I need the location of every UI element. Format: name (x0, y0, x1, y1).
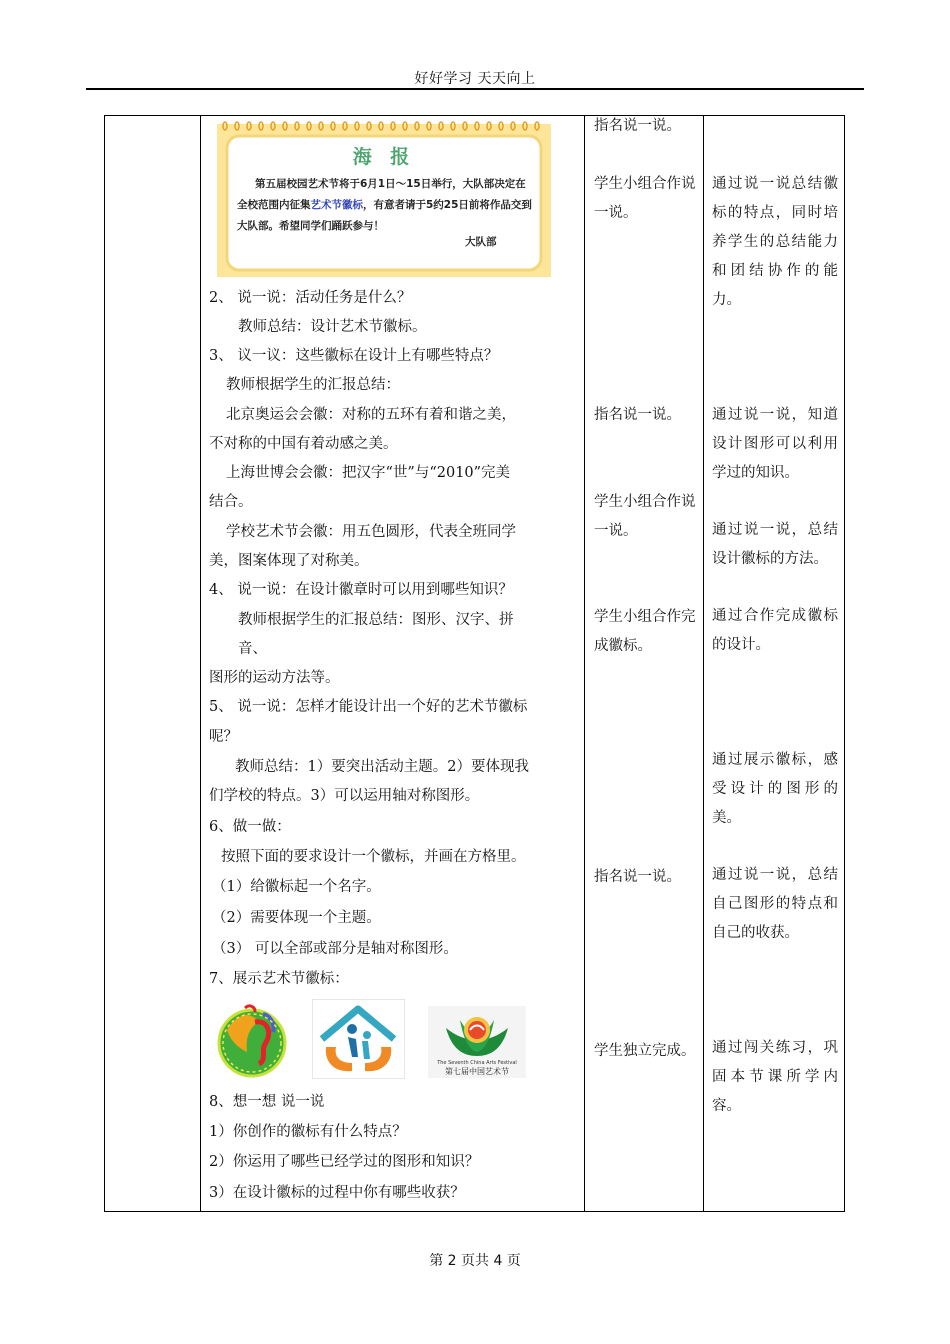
student-activity-5: 学生小组合作完成徽标。 (594, 609, 696, 654)
logo-caption-cn: 第七届中国艺术节 (445, 1067, 509, 1076)
student-activity-6: 指名说一说。 (594, 869, 681, 885)
question-4: 4、 说一说：在设计徽章时可以用到哪些知识？ (209, 582, 513, 598)
question-6-requirement-2: （2）需要体现一个主题。 (212, 910, 381, 926)
design-purpose-4: 通过合作完成徽标的设计。 (712, 608, 838, 653)
poster-body: 第五届校园艺术节将于6月1日～15日举行，大队部决定在全校范围内征集艺术节徽标，有意者请于5约25日前将作品交到大队部。希望同学们踊跃参与！ (237, 178, 532, 232)
question-3-school-cont: 美，图案体现了对称美。 (209, 553, 369, 569)
student-activity-4: 学生小组合作说一说。 (594, 494, 696, 539)
question-5-cont: 呢？ (209, 729, 238, 745)
design-purpose-3: 通过说一说，总结设计徽标的方法。 (712, 522, 838, 567)
question-6-requirement-1: （1）给徽标起一个名字。 (212, 879, 381, 895)
poster-image (217, 120, 551, 277)
page-footer: 第 2 页共 4 页 (429, 1253, 521, 1269)
design-purpose-6: 通过说一说，总结自己图形的特点和自己的收获。 (712, 867, 838, 941)
question-5-summary: 教师总结：1）要突出活动主题。2）要体现我 (235, 759, 529, 775)
design-purpose-1: 通过说一说总结徽标的特点，同时培养学生的总结能力和团结协作的能力。 (712, 176, 838, 308)
poster-highlight: 艺术节徽标 (310, 199, 363, 211)
question-4-summary-cont: 音、 (238, 641, 267, 657)
question-8-item-2: 2）你运用了哪些已经学过的图形和知识？ (209, 1154, 480, 1170)
logo-caption-en: The Seventh China Arts Festival (437, 1060, 517, 1066)
school-art-festival-logo (215, 1002, 289, 1080)
question-8-item-3: 3）在设计徽标的过程中你有哪些收获？ (209, 1185, 465, 1201)
question-3-beijing-cont: 不对称的中国有着动感之美。 (209, 436, 398, 452)
question-3: 3、 议一议：这些徽标在设计上有哪些特点？ (209, 348, 499, 364)
design-purpose-2: 通过说一说，知道设计图形可以利用学过的知识。 (712, 407, 838, 481)
question-4-summary-end: 图形的运动方法等。 (209, 670, 340, 686)
question-3-intro: 教师根据学生的汇报总结： (226, 377, 400, 393)
school-emblem-logo (312, 999, 405, 1079)
student-activity-7: 学生独立完成。 (594, 1043, 696, 1059)
question-3-beijing: 北京奥运会会徽：对称的五环有着和谐之美， (226, 407, 516, 423)
question-4-summary: 教师根据学生的汇报总结：图形、汉字、拼 (238, 612, 514, 628)
poster-title: 海 报 (352, 146, 416, 168)
design-purpose-5: 通过展示徽标，感受设计的图形的美。 (712, 752, 838, 826)
table-column-divider (703, 115, 704, 1212)
question-2-summary: 教师总结：设计艺术节徽标。 (238, 319, 427, 335)
question-8: 8、想一想 说一说 (209, 1094, 325, 1110)
question-6: 6、做一做： (209, 819, 291, 835)
question-8-item-1: 1）你创作的徽标有什么特点？ (209, 1124, 407, 1140)
design-purpose-7: 通过闯关练习，巩固本节课所学内容。 (712, 1040, 838, 1114)
table-column-divider (200, 115, 201, 1212)
table-column-divider (584, 115, 585, 1212)
question-5-summary-cont: 们学校的特点。3）可以运用轴对称图形。 (209, 788, 480, 804)
student-activity-1: 指名说一说。 (594, 118, 681, 134)
student-activity-2: 学生小组合作说一说。 (594, 176, 696, 221)
header-rule (86, 88, 864, 90)
question-7: 7、展示艺术节徽标： (209, 971, 349, 987)
page-header: 好好学习 天天向上 (414, 71, 536, 87)
question-5: 5、 说一说：怎样才能设计出一个好的艺术节徽标 (209, 699, 528, 715)
china-arts-festival-logo (428, 1006, 526, 1078)
question-2: 2、 说一说：活动任务是什么？ (209, 290, 412, 306)
poster-signature: 大队部 (465, 236, 497, 248)
question-3-shanghai: 上海世博会会徽：把汉字“世”与“2010”完美 (226, 465, 511, 481)
question-3-school: 学校艺术节会徽：用五色圆形，代表全班同学 (226, 524, 516, 540)
question-6-requirement-3: （3） 可以全部或部分是轴对称图形。 (212, 941, 458, 957)
question-3-shanghai-cont: 结合。 (209, 494, 253, 510)
student-activity-3: 指名说一说。 (594, 407, 681, 423)
question-6-task: 按照下面的要求设计一个徽标，并画在方格里。 (221, 849, 526, 865)
